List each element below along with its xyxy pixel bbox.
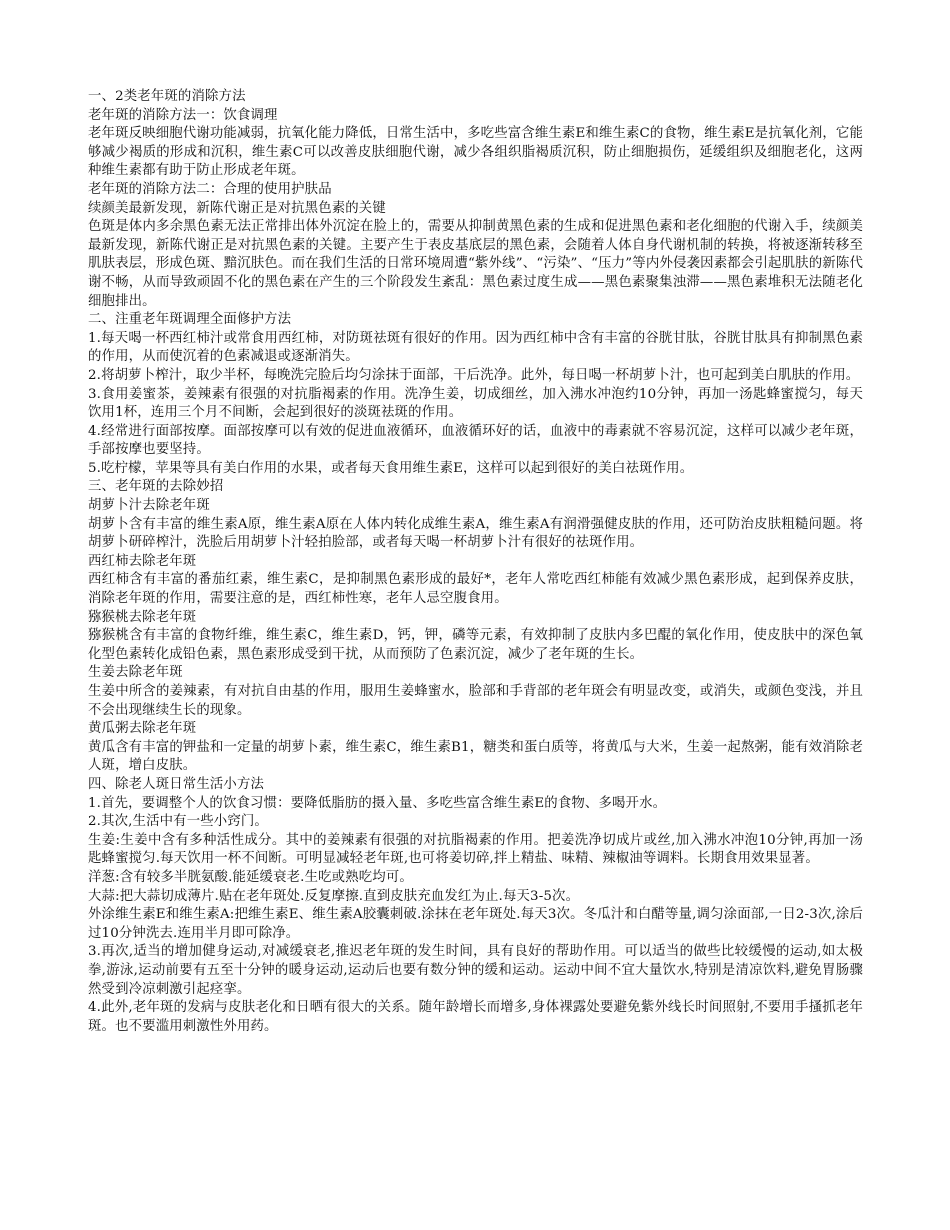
list-item-diet-habits: 1.首先，要调整个人的饮食习惯：要降低脂肪的摄入量、多吃些富含维生素E的食物、多喝开水。 xyxy=(88,795,667,811)
subheading-diet: 老年斑的消除方法一：饮食调理 xyxy=(88,107,278,123)
paragraph-tip-ginger: 生姜:生姜中含有多种活性成分。其中的姜辣素有很强的对抗脂褐素的作用。把姜洗净切成片或丝,加入沸水冲泡10分钟,再加一汤匙蜂蜜搅匀.每天饮用一杯不间断。可明显减轻老年斑,也可将姜切碎,拌上精盐、味精、辣椒油等调料。长期食用效果显著。 xyxy=(88,832,863,867)
list-item-carrot-juice: 2.将胡萝卜榨汁，取少半杯，每晚洗完脸后均匀涂抹于面部，干后洗净。此外，每日喝一杯胡萝卜汁，也可起到美白肌肤的作用。 xyxy=(88,367,860,383)
section-heading-1: 一、2类老年斑的消除方法 xyxy=(88,89,246,104)
paragraph-cucumber-porridge: 黄瓜含有丰富的钾盐和一定量的胡萝卜素，维生素C，维生素B1，糖类和蛋白质等，将黄瓜与大米，生姜一起熬粥，能有效消除老人斑，增白皮肤。 xyxy=(88,739,863,774)
section-heading-2: 二、注重老年斑调理全面修护方法 xyxy=(88,312,292,328)
paragraph-tip-onion: 洋葱:含有较多半胱氨酸.能延缓衰老.生吃或熟吃均可。 xyxy=(88,869,413,885)
subheading-tomato: 西红柿去除老年斑 xyxy=(88,553,197,569)
paragraph-carrot: 胡萝卜含有丰富的维生素A原，维生素A原在人体内转化成维生素A，维生素A有润滑强健皮肤的作用，还可防治皮肤粗糙问题。将胡萝卜研碎榨汁，洗脸后用胡萝卜汁轻拍脸部，或者每天喝一杯胡萝卜汁有很好的祛斑作用。 xyxy=(88,516,863,551)
paragraph-kiwi: 猕猴桃含有丰富的食物纤维，维生素C，维生素D，钙，钾，磷等元素，有效抑制了皮肤内多巴醌的氧化作用，使皮肤中的深色氧化型色素转化成铅色素，黑色素形成受到干扰，从而预防了色素沉淀，减少了老年斑的生长。 xyxy=(88,628,863,662)
list-item-massage: 4.经常进行面部按摩。面部按摩可以有效的促进血液循环，血液循环好的话，血液中的毒素就不容易沉淀，这样可以减少老年斑，手部按摩也要坚持。 xyxy=(88,423,863,458)
list-item-tips: 2.其次,生活中有一些小窍门。 xyxy=(88,814,268,830)
paragraph-tomato: 西红柿含有丰富的番茄红素，维生素C，是抑制黑色素形成的最好*，老年人常吃西红柿能有效减少黑色素形成，起到保养皮肤，消除老年斑的作用，需要注意的是，西红柿性寒，老年人忌空腹食用。 xyxy=(88,572,863,607)
subheading-kiwi: 猕猴桃去除老年斑 xyxy=(88,609,197,625)
paragraph-melanin: 色斑是体内多余黑色素无法正常排出体外沉淀在脸上的，需要从抑制黄黑色素的生成和促进黑色素和老化细胞的代谢入手，续颜美最新发现，新陈代谢正是对抗黑色素的关键。主要产生于表皮基底层的黑色素，会随着人体自身代谢机制的转换，将被逐渐转移至肌肤表层，形成色斑、黯沉肤色。而在我们生活的日常环境周遭“紫外线”、“污染”、“压力”等内外侵袭因素都会引起肌肤的新陈代谢不畅，从而导致顽固不化的黑色素在产生的三个阶段发生紊乱：黑色素过度生成——黑色素聚集浊滞——黑色素堆积无法随老化细胞排出。 xyxy=(88,219,863,309)
subheading-cucumber-porridge: 黄瓜粥去除老年斑 xyxy=(88,721,197,737)
section-heading-3: 三、老年斑的去除妙招 xyxy=(88,479,224,495)
paragraph-tip-garlic: 大蒜:把大蒜切成薄片.贴在老年斑处.反复摩擦.直到皮肤充血发红为止.每天3-5次。 xyxy=(88,888,580,904)
subheading-ginger: 生姜去除老年斑 xyxy=(88,665,183,681)
list-item-lemon: 5.吃柠檬，苹果等具有美白作用的水果，或者每天食用维生素E，这样可以起到很好的美白祛斑作用。 xyxy=(88,460,694,476)
subheading-skincare: 老年斑的消除方法二：合理的使用护肤品 xyxy=(88,181,332,197)
subheading-metabolism: 续颜美最新发现，新陈代谢正是对抗黑色素的关键 xyxy=(88,200,386,216)
paragraph-tip-vitamins: 外涂维生素E和维生素A:把维生素E、维生素A胶囊刺破.涂抹在老年斑处.每天3次。冬瓜汁和白醋等量,调匀涂面部,一日2-3次,涂后过10分钟洗去.连用半月即可除净。 xyxy=(88,907,863,941)
list-item-sun-protection: 4.此外,老年斑的发病与皮肤老化和日晒有很大的关系。随年龄增长而增多,身体裸露处要避免紫外线长时间照射,不要用手搔抓老年斑。也不要滥用刺激性外用药。 xyxy=(88,1000,863,1034)
list-item-ginger-tea: 3.食用姜蜜茶，姜辣素有很强的对抗脂褐素的作用。洗净生姜，切成细丝，加入沸水冲泡约10分钟，再加一汤匙蜂蜜搅匀，每天饮用1杯，连用三个月不间断，会起到很好的淡斑祛斑的作用。 xyxy=(88,386,863,421)
list-item-exercise: 3.再次,适当的增加健身运动,对减缓衰老,推迟老年斑的发生时间，具有良好的帮助作用。可以适当的做些比较缓慢的运动,如太极拳,游泳,运动前要有五至十分钟的暖身运动,运动后也要有数分钟的缓和运动。运动中间不宜大量饮水,特别是清凉饮料,避免胃肠骤然受到冷凉刺激引起痉挛。 xyxy=(88,944,863,997)
document-page xyxy=(88,88,863,1036)
subheading-carrot: 胡萝卜汁去除老年斑 xyxy=(88,498,210,514)
list-item-tomato-juice: 1.每天喝一杯西红柿汁或常食用西红柿，对防斑祛斑有很好的作用。因为西红柿中含有丰富的谷胱甘肽，谷胱甘肽具有抑制黑色素的作用，从而使沉着的色素减退或逐渐消失。 xyxy=(88,330,863,365)
paragraph-diet: 老年斑反映细胞代谢功能减弱，抗氧化能力降低，日常生活中，多吃些富含维生素E和维生素C的食物，维生素E是抗氧化剂，它能够减少褐质的形成和沉积，维生素C可以改善皮肤细胞代谢，减少各组织脂褐质沉积，防止细胞损伤，延缓组织及细胞老化，这两种维生素都有助于防止形成老年斑。 xyxy=(88,126,863,179)
section-heading-4: 四、除老人斑日常生活小方法 xyxy=(88,776,265,792)
paragraph-ginger: 生姜中所含的姜辣素，有对抗自由基的作用，服用生姜蜂蜜水，脸部和手背部的老年斑会有明显改变，或消失，或颜色变浅，并且不会出现继续生长的现象。 xyxy=(88,684,863,718)
